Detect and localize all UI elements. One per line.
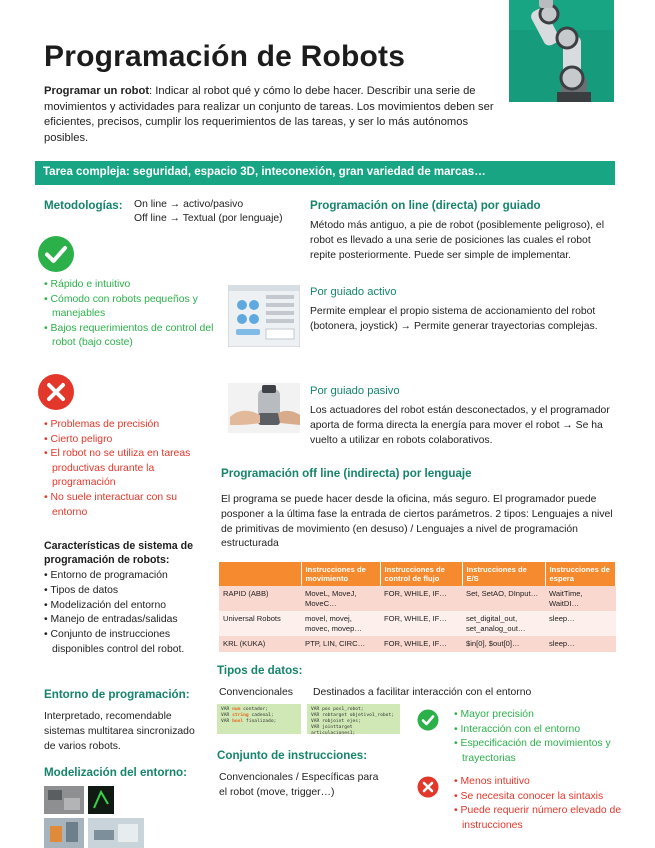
table-header-flujo: Instrucciones de control de flujo xyxy=(380,562,462,586)
list-item: • El robot no se utiliza en tareas productivas durante la programación xyxy=(44,447,214,491)
list-item: • Se necesita conocer la sintaxis xyxy=(454,790,626,805)
list-item: • Menos intuitivo xyxy=(454,775,626,790)
online-title: Programación on line (directa) por guiado xyxy=(310,199,541,212)
online-cons-list xyxy=(44,418,214,520)
code-line: VAR robjoint ejes; xyxy=(311,719,361,724)
list-item: • Bajos requerimientos de control del robot (bajo coste) xyxy=(44,322,214,351)
tipos-title: Tipos de datos: xyxy=(217,664,303,677)
table-cell: MoveL, MoveJ, MoveC… xyxy=(301,586,380,611)
teach-pendant-screenshot xyxy=(228,285,300,352)
page-title: Programación de Robots xyxy=(44,40,406,73)
table-cell: sleep… xyxy=(545,636,616,652)
table-cell: FOR, WHILE, IF… xyxy=(380,586,462,611)
code-line: VAR pos pos1_robot; xyxy=(311,707,364,712)
list-item: • Tipos de datos xyxy=(44,584,214,599)
table-cell: FOR, WHILE, IF… xyxy=(380,636,462,652)
table-cell: set_digital_out, set_analog_out… xyxy=(462,611,545,636)
list-item: • Cómodo con robots pequeños y manejables xyxy=(44,293,214,322)
online-text: Método más antiguo, a pie de robot (posiblemente peligroso), el robot es llevado a una serie de posiciones las cuales el robot repite posteriormente. Puede ser simple de implementar. xyxy=(310,220,604,261)
online-pros-list xyxy=(44,278,214,351)
list-item: • Modelización del entorno xyxy=(44,599,214,614)
check-icon xyxy=(417,709,439,736)
table-cell: FOR, WHILE, IF… xyxy=(380,611,462,636)
list-item: • Rápido e intuitivo xyxy=(44,278,214,293)
table-cell: PTP, LIN, CIRC… xyxy=(301,636,380,652)
list-item: • Manejo de entradas/salidas xyxy=(44,613,214,628)
list-item: • Interacción con el entorno xyxy=(454,723,626,738)
table-cell: Set, SetAO, DInput… xyxy=(462,586,545,611)
guiado-activo-text: Permite emplear el propio sistema de accionamiento del robot (botonera, joystick) → Permite generar trayectorias complejas. xyxy=(310,306,598,332)
guiado-pasivo-text: Los actuadores del robot están desconectados, y el programador aporta de forma directa la energía para mover el robot → Se ha vuelto a utilizar en robots colaborativos. xyxy=(310,405,610,446)
conjunto-text: Convencionales / Específicas para el robot (move, trigger…) xyxy=(219,772,379,798)
table-row xyxy=(219,586,616,611)
robot-arm-image xyxy=(509,0,614,102)
instructions-table xyxy=(219,562,616,652)
modelizacion-title: Modelización del entorno: xyxy=(44,766,187,779)
table-header-es: Instrucciones de E/S xyxy=(462,562,545,586)
intro-paragraph xyxy=(44,84,499,146)
metodologias-online: On line → activo/pasivo xyxy=(134,199,244,210)
table-cell: sleep… xyxy=(545,611,616,636)
tipos-destinados: Destinados a facilitar interacción con el entorno xyxy=(313,687,532,698)
list-item: • No suele interactuar con su entorno xyxy=(44,491,214,520)
table-row xyxy=(219,636,616,652)
code-line: VAR bool finalizado; xyxy=(221,719,277,724)
check-icon xyxy=(37,235,75,278)
table-cell: RAPID (ABB) xyxy=(219,586,301,611)
entorno-text: Interpretado, recomendable sistemas multitarea sincronizado de varios robots. xyxy=(44,711,195,752)
table-cell: KRL (KUKA) xyxy=(219,636,301,652)
caracteristicas-title: Características de sistema de programación de robots: xyxy=(44,540,193,566)
offline-title: Programación off line (indirecta) por lenguaje xyxy=(221,467,472,480)
code-line: VAR num contador; xyxy=(221,707,269,712)
code-line: VAR string cadena1; xyxy=(221,713,274,718)
intro-definition: : Indicar al robot qué y cómo lo debe hacer. Describir una serie de movimientos y actividades para realizar un conjunto de tareas. Los movimientos deben ser eficientes, precisos, cumplir los requerimientos de las tareas, y ser lo más autónomos posibles. xyxy=(44,85,494,144)
entorno-title: Entorno de programación: xyxy=(44,688,190,701)
table-cell: $in[0], $out[0]… xyxy=(462,636,545,652)
list-item: • Conjunto de instrucciones disponibles control del robot. xyxy=(44,628,214,658)
tipos-convencionales: Convencionales xyxy=(219,687,293,698)
metodologias-label: Metodologías: xyxy=(44,199,123,212)
environment-model-images xyxy=(44,786,144,848)
caracteristicas-list xyxy=(44,569,214,658)
table-header-movimiento: Instrucciones de movimiento xyxy=(301,562,380,586)
code-line: VAR jointtarget articulaciones1; xyxy=(311,725,356,736)
offline-cons-list xyxy=(454,775,626,833)
code-conventional xyxy=(217,704,301,734)
table-cell: WaitTime, WaitDI… xyxy=(545,586,616,611)
intro-term: Programar un robot xyxy=(44,85,150,97)
table-cell: Universal Robots xyxy=(219,611,301,636)
cross-icon xyxy=(37,373,75,416)
offline-text: El programa se puede hacer desde la oficina, más seguro. El programador puede posponer a la última fase la entrada de ciertos parámetros. 2 tipos: Lenguajes a nivel de primitivas de movimiento (en desuso) / Lenguajes a nivel de programación estructurada xyxy=(221,494,613,550)
code-robot-types xyxy=(307,704,400,734)
list-item: • Entorno de programación xyxy=(44,569,214,584)
list-item: • Problemas de precisión xyxy=(44,418,214,433)
guiado-pasivo-photo xyxy=(228,383,300,438)
list-item: • Especificación de movimientos y trayectorias xyxy=(454,737,626,766)
guiado-pasivo-title: Por guiado pasivo xyxy=(310,385,400,397)
table-cell: movel, movej, movec, movep… xyxy=(301,611,380,636)
offline-pros-list xyxy=(454,708,626,766)
table-header-empty xyxy=(219,562,301,586)
table-row xyxy=(219,611,616,636)
metodologias-offline: Off line → Textual (por lenguaje) xyxy=(134,213,283,224)
conjunto-title: Conjunto de instrucciones: xyxy=(217,749,368,762)
list-item: • Cierto peligro xyxy=(44,433,214,448)
list-item: • Mayor precisión xyxy=(454,708,626,723)
table-header-espera: Instrucciones de espera xyxy=(545,562,616,586)
guiado-activo-title: Por guiado activo xyxy=(310,286,397,298)
list-item: • Puede requerir número elevado de instrucciones xyxy=(454,804,626,833)
code-line: VAR robtarget objetivo1_robot; xyxy=(311,713,394,718)
banner: Tarea compleja: seguridad, espacio 3D, inteconexión, gran variedad de marcas… xyxy=(35,161,615,185)
cross-icon xyxy=(417,776,439,803)
